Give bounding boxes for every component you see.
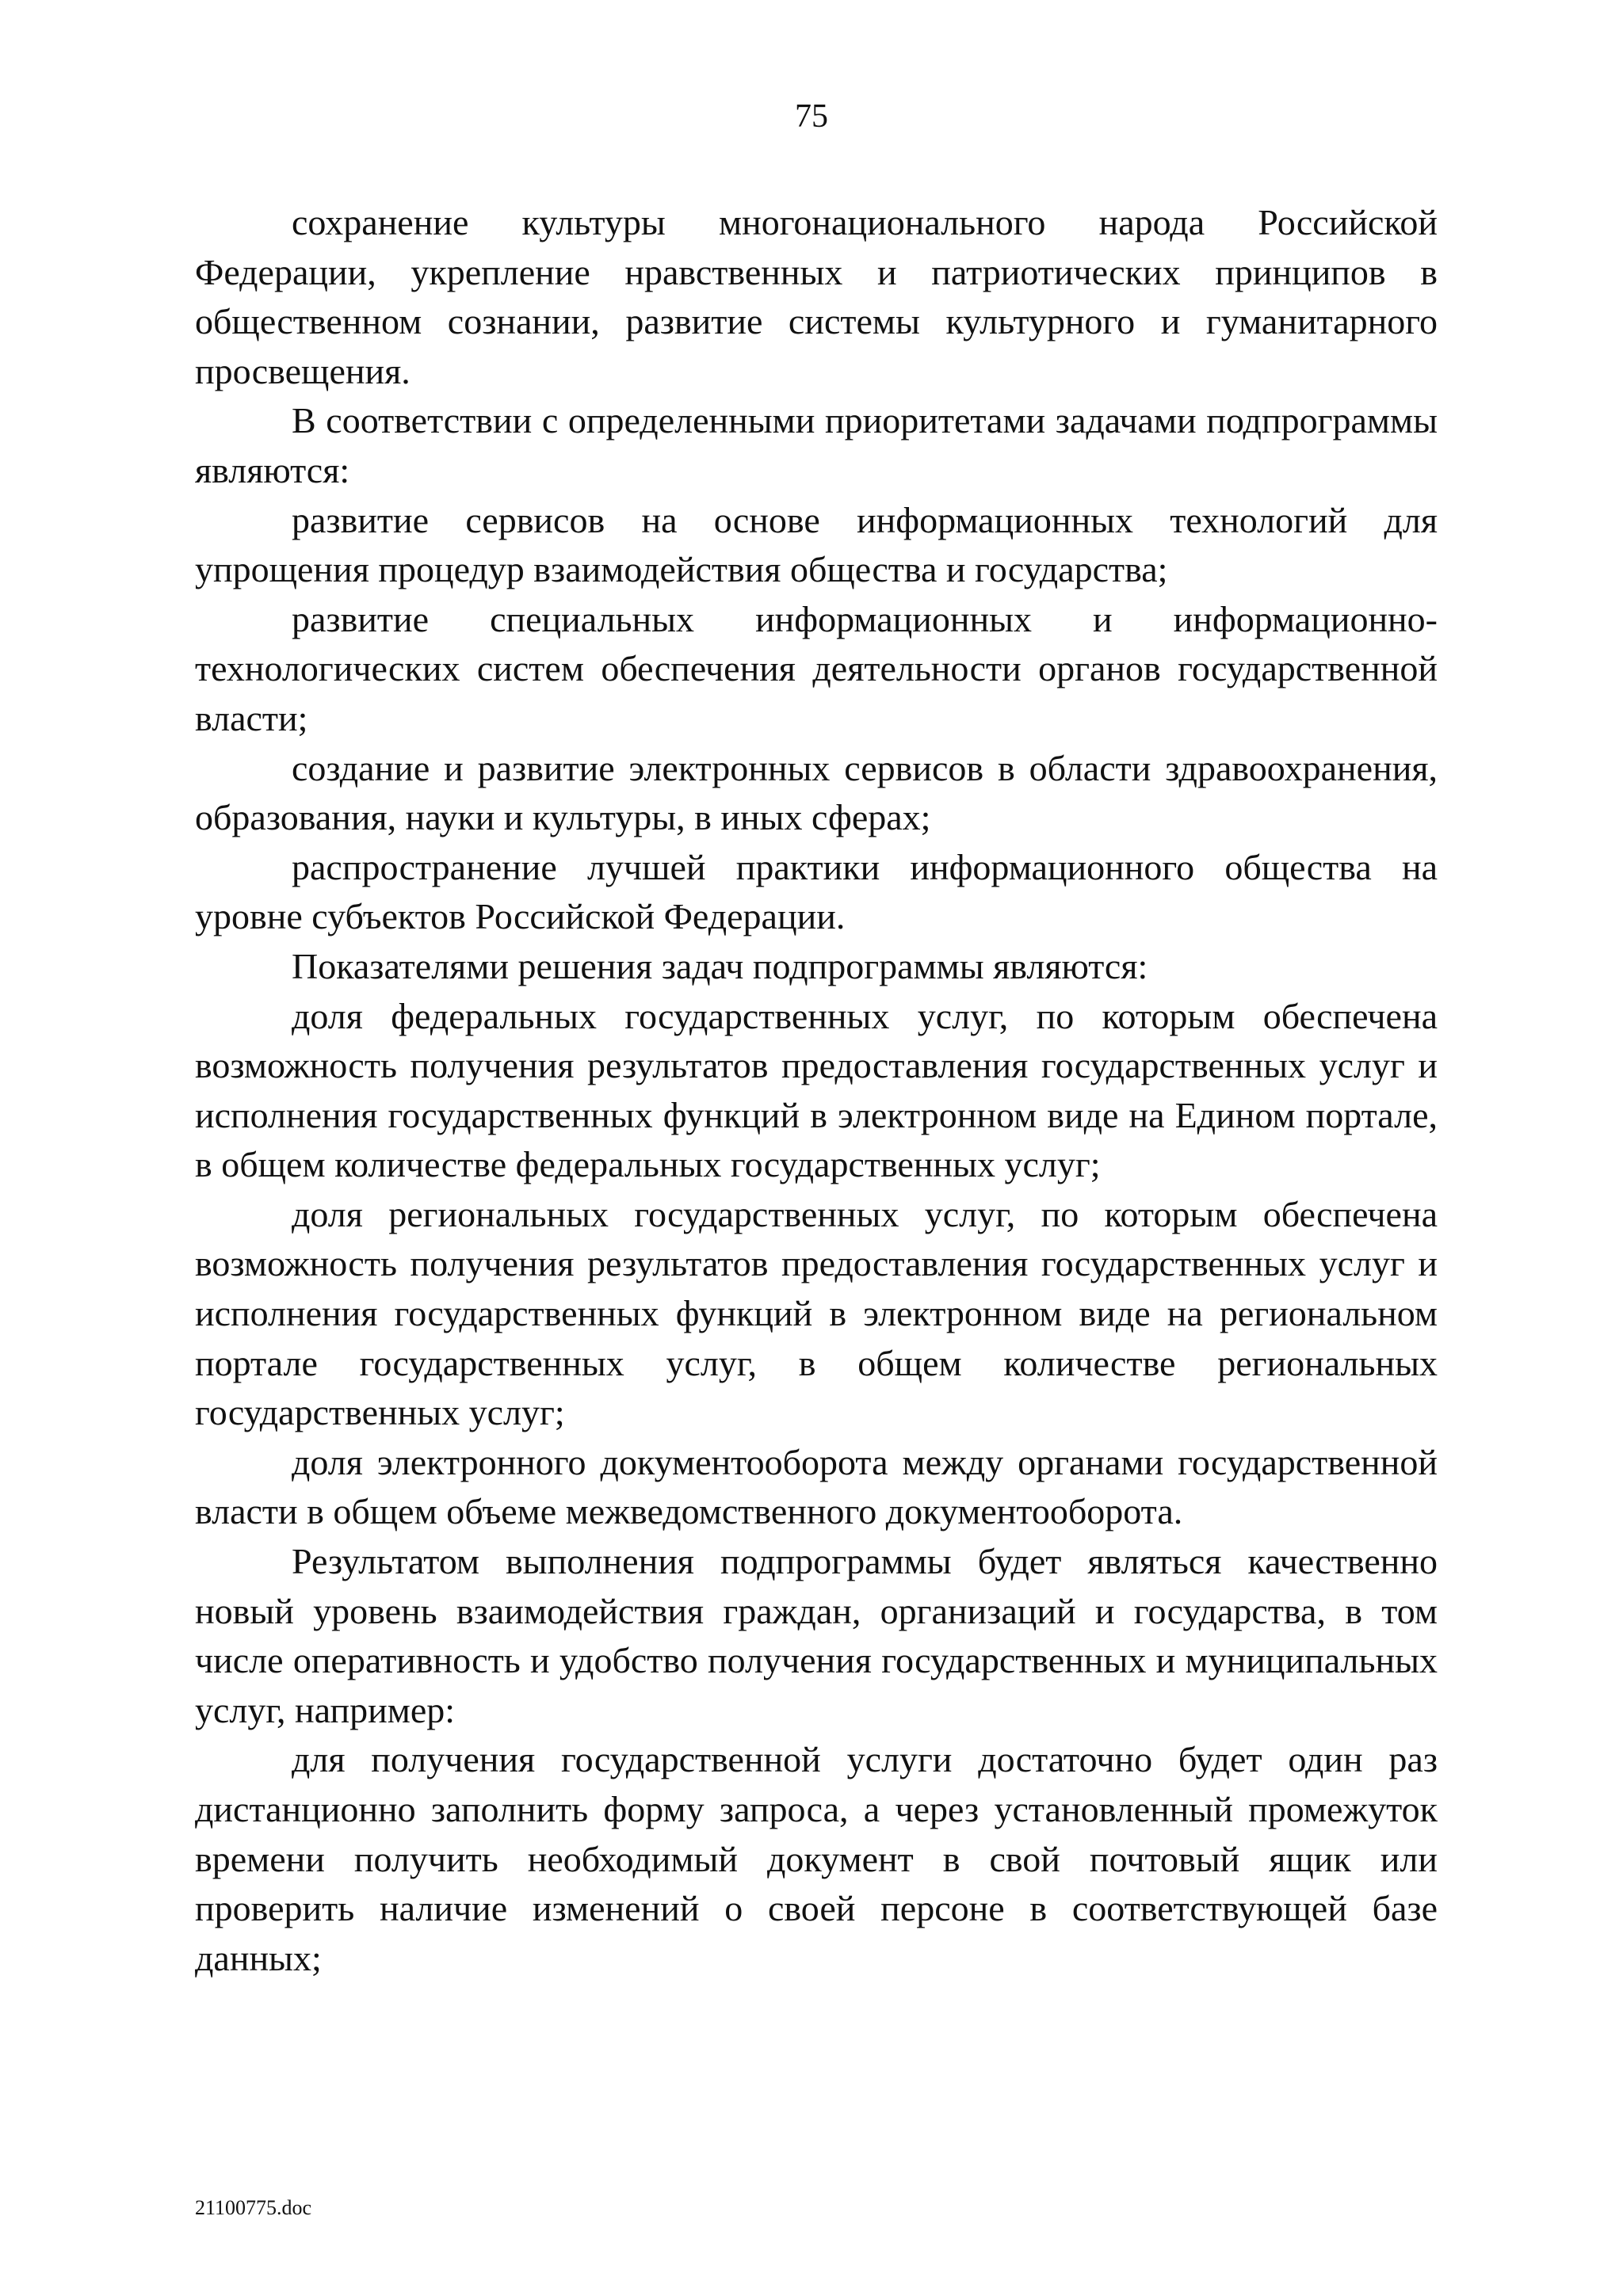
paragraph-culture: сохранение культуры многонационального народа Российской Федерации, укрепление нравственных и патриотических принципов в общественном сознании, развитие системы культурного и гуманитарного просвещения. xyxy=(195,202,1438,391)
paragraph-task-systems: развитие специальных информационных и информационно-технологических систем обеспечения деятельности органов государственной власти; xyxy=(195,598,1438,738)
paragraph-task-services: развитие сервисов на основе информационных технологий для упрощения процедур взаимодействия общества и государства; xyxy=(195,499,1438,590)
paragraph-result: Результатом выполнения подпрограммы будет являться качественно новый уровень взаимодействия граждан, организаций и государства, в том числе оперативность и удобство получения государственных и муниципальных услуг, например: xyxy=(195,1541,1438,1730)
footer-filename: 21100775.doc xyxy=(195,2196,312,2219)
paragraph-tasks-intro: В соответствии с определенными приоритетами задачами подпрограммы являются: xyxy=(195,400,1438,490)
paragraph-indicator-regional: доля региональных государственных услуг, по которым обеспечена возможность получения результатов предоставления государственных услуг и исполнения государственных функций в электронном виде на региональном портале государственных услуг, в общем количестве региональных государственных услуг; xyxy=(195,1193,1438,1433)
paragraph-task-best-practice: распространение лучшей практики информационного общества на уровне субъектов Российской Федерации. xyxy=(195,846,1438,937)
page-number: 75 xyxy=(795,98,828,135)
document-body xyxy=(195,198,1438,1983)
paragraph-indicator-federal: доля федеральных государственных услуг, по которым обеспечена возможность получения результатов предоставления государственных услуг и исполнения государственных функций в электронном виде на Едином портале, в общем количестве федеральных государственных услуг; xyxy=(195,995,1438,1185)
paragraph-indicators-intro: Показателями решения задач подпрограммы являются: xyxy=(292,945,1148,986)
paragraph-example: для получения государственной услуги достаточно будет один раз дистанционно заполнить форму запроса, а через установленный промежуток времени получить необходимый документ в свой почтовый ящик или проверить наличие изменений о своей персоне в соответствующей базе данных; xyxy=(195,1739,1438,1978)
paragraph-task-e-services: создание и развитие электронных сервисов в области здравоохранения, образования, науки и культуры, в иных сферах; xyxy=(195,747,1438,838)
paragraph-indicator-edo: доля электронного документооборота между органами государственной власти в общем объеме межведомственного документооборота. xyxy=(195,1441,1438,1532)
